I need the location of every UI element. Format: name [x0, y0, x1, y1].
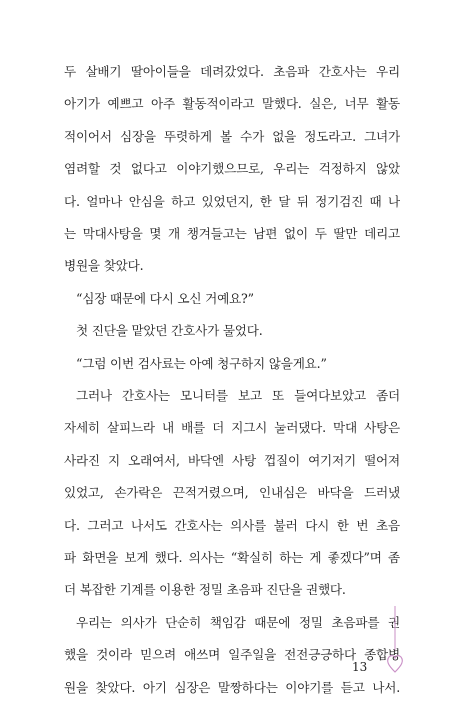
dialogue-line: “심장 때문에 다시 오신 거예요?”	[76, 290, 254, 306]
text-line: 다. 그러고 나서도 간호사는 의사를 불러 다시 한 번 초음	[64, 517, 400, 533]
text-line: 다. 얼마나 안심을 하고 있었던지, 한 달 뒤 정기검진 때 나	[64, 193, 400, 209]
heart-ornament-icon	[384, 606, 406, 676]
text-line: 그러나 간호사는 모니터를 보고 또 들여다보았고 좀더	[76, 388, 400, 403]
text-line: 원을 찾았다. 아기 심장은 말짱하다는 이야기를 듣고 나서.	[64, 679, 400, 695]
text-line: 우리는 의사가 단순히 책임감 때문에 정밀 초음파를 권	[76, 614, 400, 630]
text-line: 는 막대사탕을 몇 개 챙겨들고는 남편 없이 두 딸만 데리고	[64, 226, 400, 241]
text-line: 적이어서 심장을 뚜렷하게 볼 수가 없을 정도라고. 그녀가	[64, 128, 400, 144]
text-line: 두 살배기 딸아이들을 데려갔었다. 초음파 간호사는 우리	[64, 64, 400, 79]
text-line: 첫 진단을 맡았던 간호사가 물었다.	[76, 323, 263, 339]
dialogue-line: “그럼 이번 검사료는 아예 청구하지 않을게요.”	[76, 355, 327, 371]
text-line: 염려할 것 없다고 이야기했으므로, 우리는 걱정하지 않았	[64, 161, 400, 177]
text-line: 병원을 찾았다.	[64, 258, 144, 274]
text-line: 있었고, 손가락은 끈적거렸으며, 인내심은 바닥을 드러냈	[64, 485, 400, 501]
text-line: 아기가 예쁘고 아주 활동적이라고 말했다. 실은, 너무 활동	[64, 96, 400, 112]
text-line: 파 화면을 보게 했다. 의사는 “확실히 하는 게 좋겠다”며 좀	[64, 550, 400, 565]
text-line: 더 복잡한 기계를 이용한 정밀 초음파 진단을 권했다.	[64, 582, 346, 598]
text-line: 자세히 살피느라 내 배를 더 지그시 눌러댔다. 막대 사탕은	[64, 420, 400, 436]
page-number: 13	[352, 660, 368, 674]
text-line: 사라진 지 오래여서, 바닥엔 사탕 껍질이 여기저기 떨어져	[64, 452, 400, 468]
text-line: 했을 것이라 믿으려 애쓰며 일주일을 전전긍긍하다 종합병	[64, 647, 400, 663]
